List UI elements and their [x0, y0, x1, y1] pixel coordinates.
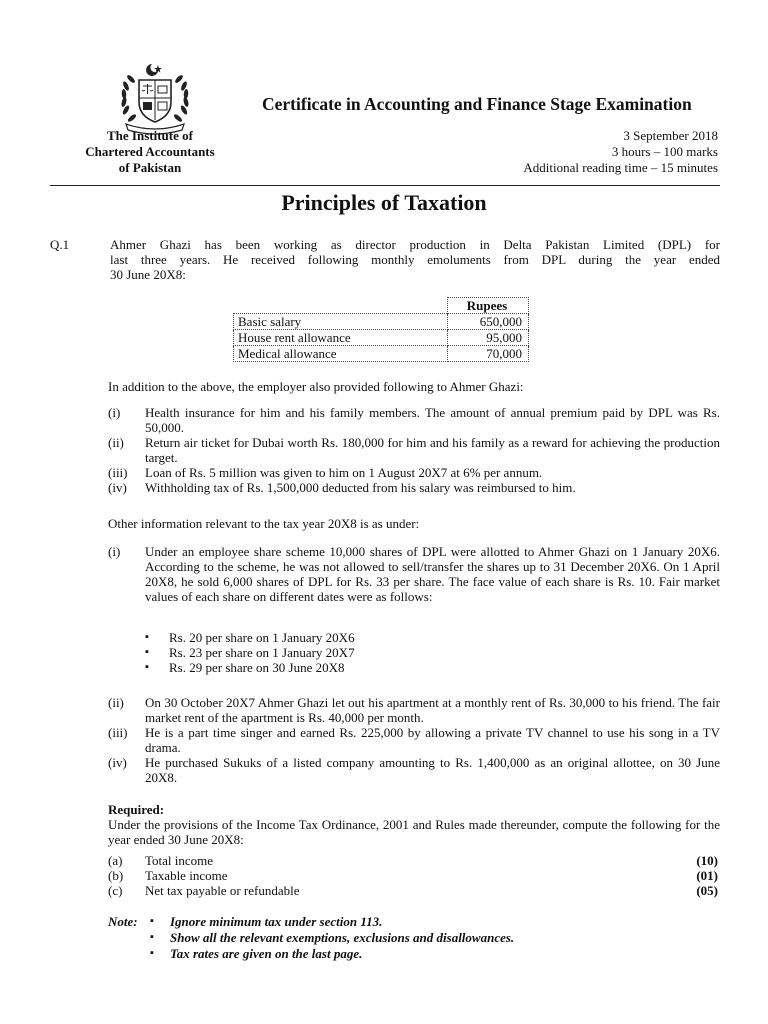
- note-item: ▪ Tax rates are given on the last page.: [150, 946, 720, 962]
- institute-crest-logo: [112, 60, 198, 136]
- list-item: [108, 725, 720, 755]
- item-marker: (i): [108, 405, 121, 420]
- table-cell-label: Basic salary: [234, 314, 448, 330]
- table-cell-label: Medical allowance: [234, 346, 448, 362]
- subject-title: Principles of Taxation: [281, 190, 487, 215]
- table-row: [234, 314, 529, 330]
- additional-intro: In addition to the above, the employer also provided following to Ahmer Ghazi:: [108, 379, 524, 394]
- exam-duration: 3 hours – 100 marks: [611, 144, 718, 159]
- required-parts: [108, 853, 720, 898]
- table-header-blank: [234, 298, 448, 314]
- required-part: [108, 883, 720, 898]
- part-marks: (01): [696, 868, 718, 883]
- required-label: Required:: [108, 802, 165, 817]
- intro-line: Ahmer Ghazi has been working as director production in Delta Pakistan Limited (DPL) for: [110, 237, 720, 252]
- item-marker: (iv): [108, 755, 127, 770]
- item-marker: (ii): [108, 695, 124, 710]
- required-part: [108, 868, 720, 883]
- note-item: ▪ Ignore minimum tax under section 113.: [150, 914, 720, 930]
- note-item: ▪ Show all the relevant exemptions, exclusions and disallowances.: [150, 930, 720, 946]
- list-item: [108, 695, 720, 725]
- part-marks: (10): [696, 853, 718, 868]
- required-part: [108, 853, 720, 868]
- other-info-item-1: [108, 544, 720, 604]
- list-item: [108, 480, 720, 495]
- table-header-row: [234, 298, 529, 314]
- notes-list: [150, 914, 720, 962]
- benefits-list: [108, 405, 720, 495]
- part-text: Taxable income: [145, 868, 228, 883]
- other-info-items-rest: [108, 695, 720, 785]
- emoluments-table: [233, 297, 529, 362]
- list-item: [108, 465, 720, 480]
- item-marker: (ii): [108, 435, 124, 450]
- required-text: Under the provisions of the Income Tax Ordinance, 2001 and Rules made thereunder, compute the following for the year ended 30 June 20X8:: [108, 817, 720, 847]
- list-item: [108, 405, 720, 435]
- list-item: [108, 435, 720, 465]
- item-text: He is a part time singer and earned Rs. 225,000 by allowing a private TV channel to use his song in a TV drama.: [145, 725, 720, 755]
- question-number: Q.1: [50, 237, 70, 252]
- intro-line: last three years. He received following monthly emoluments from DPL during the year ended: [110, 252, 720, 267]
- table-header-rupees: Rupees: [448, 298, 529, 314]
- table-cell-label: House rent allowance: [234, 330, 448, 346]
- share-value-item: ▪ Rs. 29 per share on 30 June 20X8: [145, 660, 565, 675]
- header-divider: [50, 185, 720, 186]
- institute-name: [50, 128, 250, 176]
- item-marker: (iv): [108, 480, 127, 495]
- item-text: On 30 October 20X7 Ahmer Ghazi let out his apartment at a monthly rent of Rs. 30,000 to his friend. The fair market rent of the apartment is Rs. 40,000 per month.: [145, 695, 720, 725]
- institute-name-line: The Institute of: [107, 128, 193, 143]
- table-cell-value: 95,000: [448, 330, 529, 346]
- list-item: [108, 755, 720, 785]
- table-row: [234, 330, 529, 346]
- institute-name-line: Chartered Accountants: [85, 144, 215, 159]
- table-cell-value: 650,000: [448, 314, 529, 330]
- item-text: Under an employee share scheme 10,000 shares of DPL were allotted to Ahmer Ghazi on 1 January 20X6. According to the scheme, he was not allowed to sell/transfer the shares up to 31 December 20X6. On 1 April 20X8, he sold 6,000 shares of DPL for Rs. 33 per share. The face value of each share is Rs. 10. Fair market values of each share on different dates were as follows:: [145, 544, 720, 604]
- part-text: Total income: [145, 853, 214, 868]
- part-text: Net tax payable or refundable: [145, 883, 300, 898]
- item-text: Health insurance for him and his family members. The amount of annual premium paid by DPL was Rs. 50,000.: [145, 405, 720, 435]
- part-marker: (b): [108, 868, 124, 883]
- share-value-item: ▪ Rs. 20 per share on 1 January 20X6: [145, 630, 565, 645]
- item-text: Withholding tax of Rs. 1,500,000 deducted from his salary was reimbursed to him.: [145, 480, 576, 495]
- item-marker: (iii): [108, 465, 128, 480]
- list-item: [108, 544, 720, 604]
- exam-date: 3 September 2018: [623, 128, 718, 143]
- question-intro: [110, 237, 720, 282]
- share-values-list: [145, 630, 565, 675]
- part-marker: (a): [108, 853, 123, 868]
- item-marker: (iii): [108, 725, 128, 740]
- item-text: Return air ticket for Dubai worth Rs. 180,000 for him and his family as a reward for achieving the production target.: [145, 435, 720, 465]
- item-text: Loan of Rs. 5 million was given to him on 1 August 20X7 at 6% per annum.: [145, 465, 543, 480]
- reading-time: Additional reading time – 15 minutes: [523, 160, 718, 175]
- note-label: Note:: [108, 914, 138, 929]
- table-cell-value: 70,000: [448, 346, 529, 362]
- part-marks: (05): [696, 883, 718, 898]
- exam-title: Certificate in Accounting and Finance Stage Examination: [262, 94, 692, 114]
- intro-line: 30 June 20X8:: [110, 267, 186, 282]
- item-text: He purchased Sukuks of a listed company amounting to Rs. 1,400,000 as an original allottee, on 30 June 20X8.: [145, 755, 720, 785]
- share-value-item: ▪ Rs. 23 per share on 1 January 20X7: [145, 645, 565, 660]
- table-row: [234, 346, 529, 362]
- exam-meta: [523, 128, 718, 176]
- item-marker: (i): [108, 544, 121, 559]
- part-marker: (c): [108, 883, 123, 898]
- institute-name-line: of Pakistan: [118, 160, 182, 175]
- other-info-intro: Other information relevant to the tax year 20X8 is as under:: [108, 516, 420, 531]
